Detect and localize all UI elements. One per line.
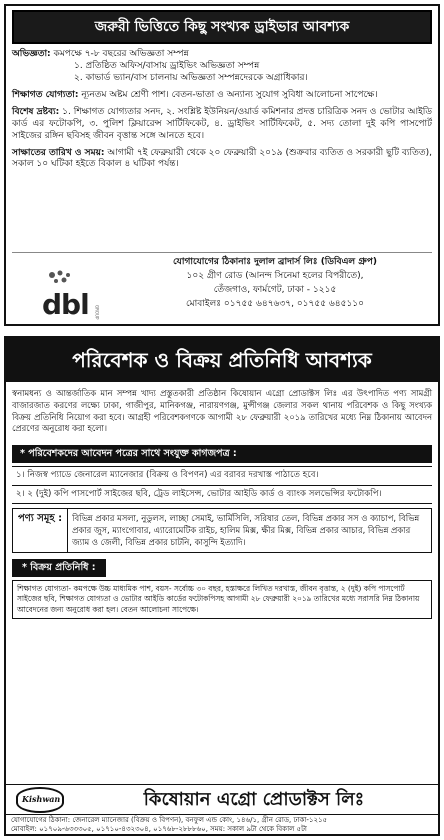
distributor-intro: স্বনামধন্য ও আন্তর্জাতিক মান সম্পন্ন খাদ্য প্রস্তুতকারী প্রতিষ্ঠান কিষোয়ান এগ্রো প্রোডাক্টস লিঃ এর উৎপাদিত পণ্য সামগ্রী বাজারজাত করণের লক্ষ্যে ঢাকা, গাজীপুর, মানিকগঞ্জ, নারায়ণগঞ্জ, মুন্সীগঞ্জ জেলার সকল থানায় পরিবেশক ও কিছু সংখ্যক বিক্রয় প্রতিনিধি নিয়োগ করা হবে। আগ্রহী পরিবেশকগণকে আগামী ২৮ ফেব্রুয়ারী ২০১৯ তারিখের মধ্যে নিম্ন ঠিকানায় আবেদন প্রেরণের অনুরোধ করা হলো। xyxy=(12,388,432,434)
special-note-text: ১. শিক্ষাগত যোগ্যতার সনদ, ২. সংশ্লিষ্ট ইউনিয়ন/ওয়ার্ড কমিশনার প্রদত্ত চারিত্রিক সনদ ও ভোটার আইডি কার্ড এর ফটোকপি, ৩. পুলিশ ক্লিয়ারেন্স সার্টিফিকেট, ৪. ড্রাইভিং সার্টিফিকেট, ৫. সদ্য তোলা দুই কপি পাসপোর্ট সাইজের রঙ্গিন ছবিসহ জীবন বৃত্তান্ত সঙ্গে আনতে হবে। xyxy=(12,106,433,141)
experience-item: ১. প্রতিষ্ঠিত অফিস/বাসায় ড্রাইভিং অভিজ্ঞতা সম্পন্ন xyxy=(74,61,260,72)
interview-text: আগামী ৭ই ফেব্রুয়ারী থেকে ২০ ফেব্রুয়ারী ২০১৯ (শুক্রবার ব্যতিত ও সরকারী ছুটি ব্যতিত), সকাল ১০ ঘটিকা হইতে বিকাল ৪ ঘটিকা পর্যন্ত। xyxy=(12,147,432,170)
company-banner xyxy=(6,784,438,814)
experience-item: ২. কাভার্ড ভ্যান/বাস চালনায় অভিজ্ঞতা সম্পন্নদেরকে অগ্রাধিকার। xyxy=(74,73,308,84)
footer-address: যোগাযোগের ঠিকানা: জেনারেল ম্যানেজার (বিক্রয় ও বিপণন), বনফুল এন্ড কোং, ১৪৬/১, গ্রীন রোড, ঢাকা-১২১৫ xyxy=(11,816,328,824)
products-label: পণ্য সমূহ : xyxy=(13,509,68,552)
kishwan-logo xyxy=(16,787,64,813)
interview-label: সাক্ষাতের তারিখ ও সময়: xyxy=(12,147,105,158)
driver-ad-title: জরুরী ভিত্তিতে কিছু সংখ্যক ড্রাইভার আবশ্যক xyxy=(12,10,432,44)
dbl-logo-text: dbl xyxy=(42,288,89,321)
products-box xyxy=(12,508,432,553)
experience-label: অভিজ্ঞতা: xyxy=(12,49,51,60)
education-label: শিক্ষাগত যোগ্যতা: xyxy=(12,90,79,101)
document-item: ২। ২ (দুই) কপি পাসপোর্ট সাইজের ছবি, ট্রেড লাইসেন্স, ভোটার আইডি কার্ড ও ব্যাংক সলভেন্সির ফটোকপি। xyxy=(12,486,432,504)
driver-job-ad xyxy=(4,4,440,326)
experience-text: কমপক্ষে ৭-৮ বছরের অভিজ্ঞতা সম্পন্ন xyxy=(50,49,189,60)
distributor-ad-title: পরিবেশক ও বিক্রয় প্রতিনিধি আবশ্যক xyxy=(6,338,438,382)
interview-section xyxy=(12,148,432,172)
distributor-ad-footer xyxy=(6,814,438,834)
company-name: কিষোয়ান এগ্রো প্রোডাক্টস লিঃ xyxy=(143,789,365,810)
address-line: তেঁজগাও, ফার্মগেট, ঢাকা - ১২১৫ xyxy=(213,284,337,295)
footer-mobile: মোবাইল: ০১৭০৯-৬৩৩৩০৫, ০১৭১০-৪৩২৩০৪, ০১৭৬৮-২৮৮৮৬০, সময়: সকাল ৯টা থেকে বিকাল ৫টা xyxy=(11,825,307,834)
experience-section xyxy=(12,49,432,85)
special-note-label: বিশেষ দ্রষ্টব্য: xyxy=(12,106,60,117)
kishwan-logo-text: Kishwan xyxy=(22,794,61,804)
mobile-numbers: মোবাইলঃ ০১৭৫৫ ৬৪৭৬৩৭, ০১৭৫৫ ৬৪৫১১০ xyxy=(186,298,364,309)
driver-ad-address xyxy=(122,257,428,313)
dbl-logo xyxy=(34,269,114,321)
education-text: ন্যূনতম অষ্টম শ্রেণী পাশ। বেতন-ভাতা ও অন্যান্য সুযোগ সুবিধা আলোচনা সাপেক্ষে। xyxy=(78,90,378,101)
sales-rep-requirements: শিক্ষাগত যোগ্যতা- কমপক্ষে উচ্চ মাধ্যমিক পাশ, বয়স- সর্বোচ্চ ৩০ বছর, হস্তাক্ষরে লিখিত দরখাস্ত, জীবন বৃত্তান্ত, ২ (দুই) কপি পাসপোর্ট সাইজের ছবি, শিক্ষাগত যোগ্যতা ও ভোটার আইডি কার্ডের ফটোকপিসহ আগামী ২৮ ফেব্রুয়ারী ২০১৯ তারিখের মধ্যে সরাসরি নিম্ন ঠিকানায় আবেদনের জন্য অনুরোধ করা হল। বেতন আলোচনা সাপেক্ষে। xyxy=(12,580,432,619)
driver-ad-contact xyxy=(12,252,432,321)
education-section xyxy=(12,90,432,102)
documents-heading: * পরিবেশকদের আবেদন পত্রের সাথে সংযুক্ত কাগজপত্র : xyxy=(12,445,432,464)
distributor-job-ad xyxy=(4,336,440,836)
dbl-logo-subtext: GROUP xyxy=(94,305,100,320)
sales-rep-heading: * বিক্রয় প্রতিনিধি : xyxy=(12,559,106,578)
special-note-section xyxy=(12,107,432,143)
document-item: ১। নিজস্ব প্যাডে জেনারেল ম্যানেজার (বিক্রয় ও বিপণন) এর বরাবর দরখাস্ত পাঠাতে হবে। xyxy=(12,466,432,485)
products-list: বিভিন্ন প্রকার মসলা, নুডুলস, লাচ্ছা সেমাই, ভার্মিসিলি, সরিষার তেল, বিভিন্ন প্রকার সস ও ক্যাচাপ, বিভিন্ন প্রকার জুস, ম্যাংগোবার, এ্যারোমেটিক রাইচ, হালিম মিক্স, ক্ষীর মিক্স, বিভিন্ন প্রকার আচার, বিভিন্ন প্রকার জ্যাম ও জেলী, বিভিন্ন প্রকার চাটনি, কাসুন্দি ইত্যাদি। xyxy=(72,512,420,548)
address-line: ১০২ গ্রীণ রোড (আনন্দ সিনেমা হলের বিপরীতে), xyxy=(186,270,364,281)
contact-label: যোগাযোগের ঠিকানাঃ দুলাল ব্রাদার্স লিঃ (ডিবিএল গ্রুপ) xyxy=(173,257,377,267)
